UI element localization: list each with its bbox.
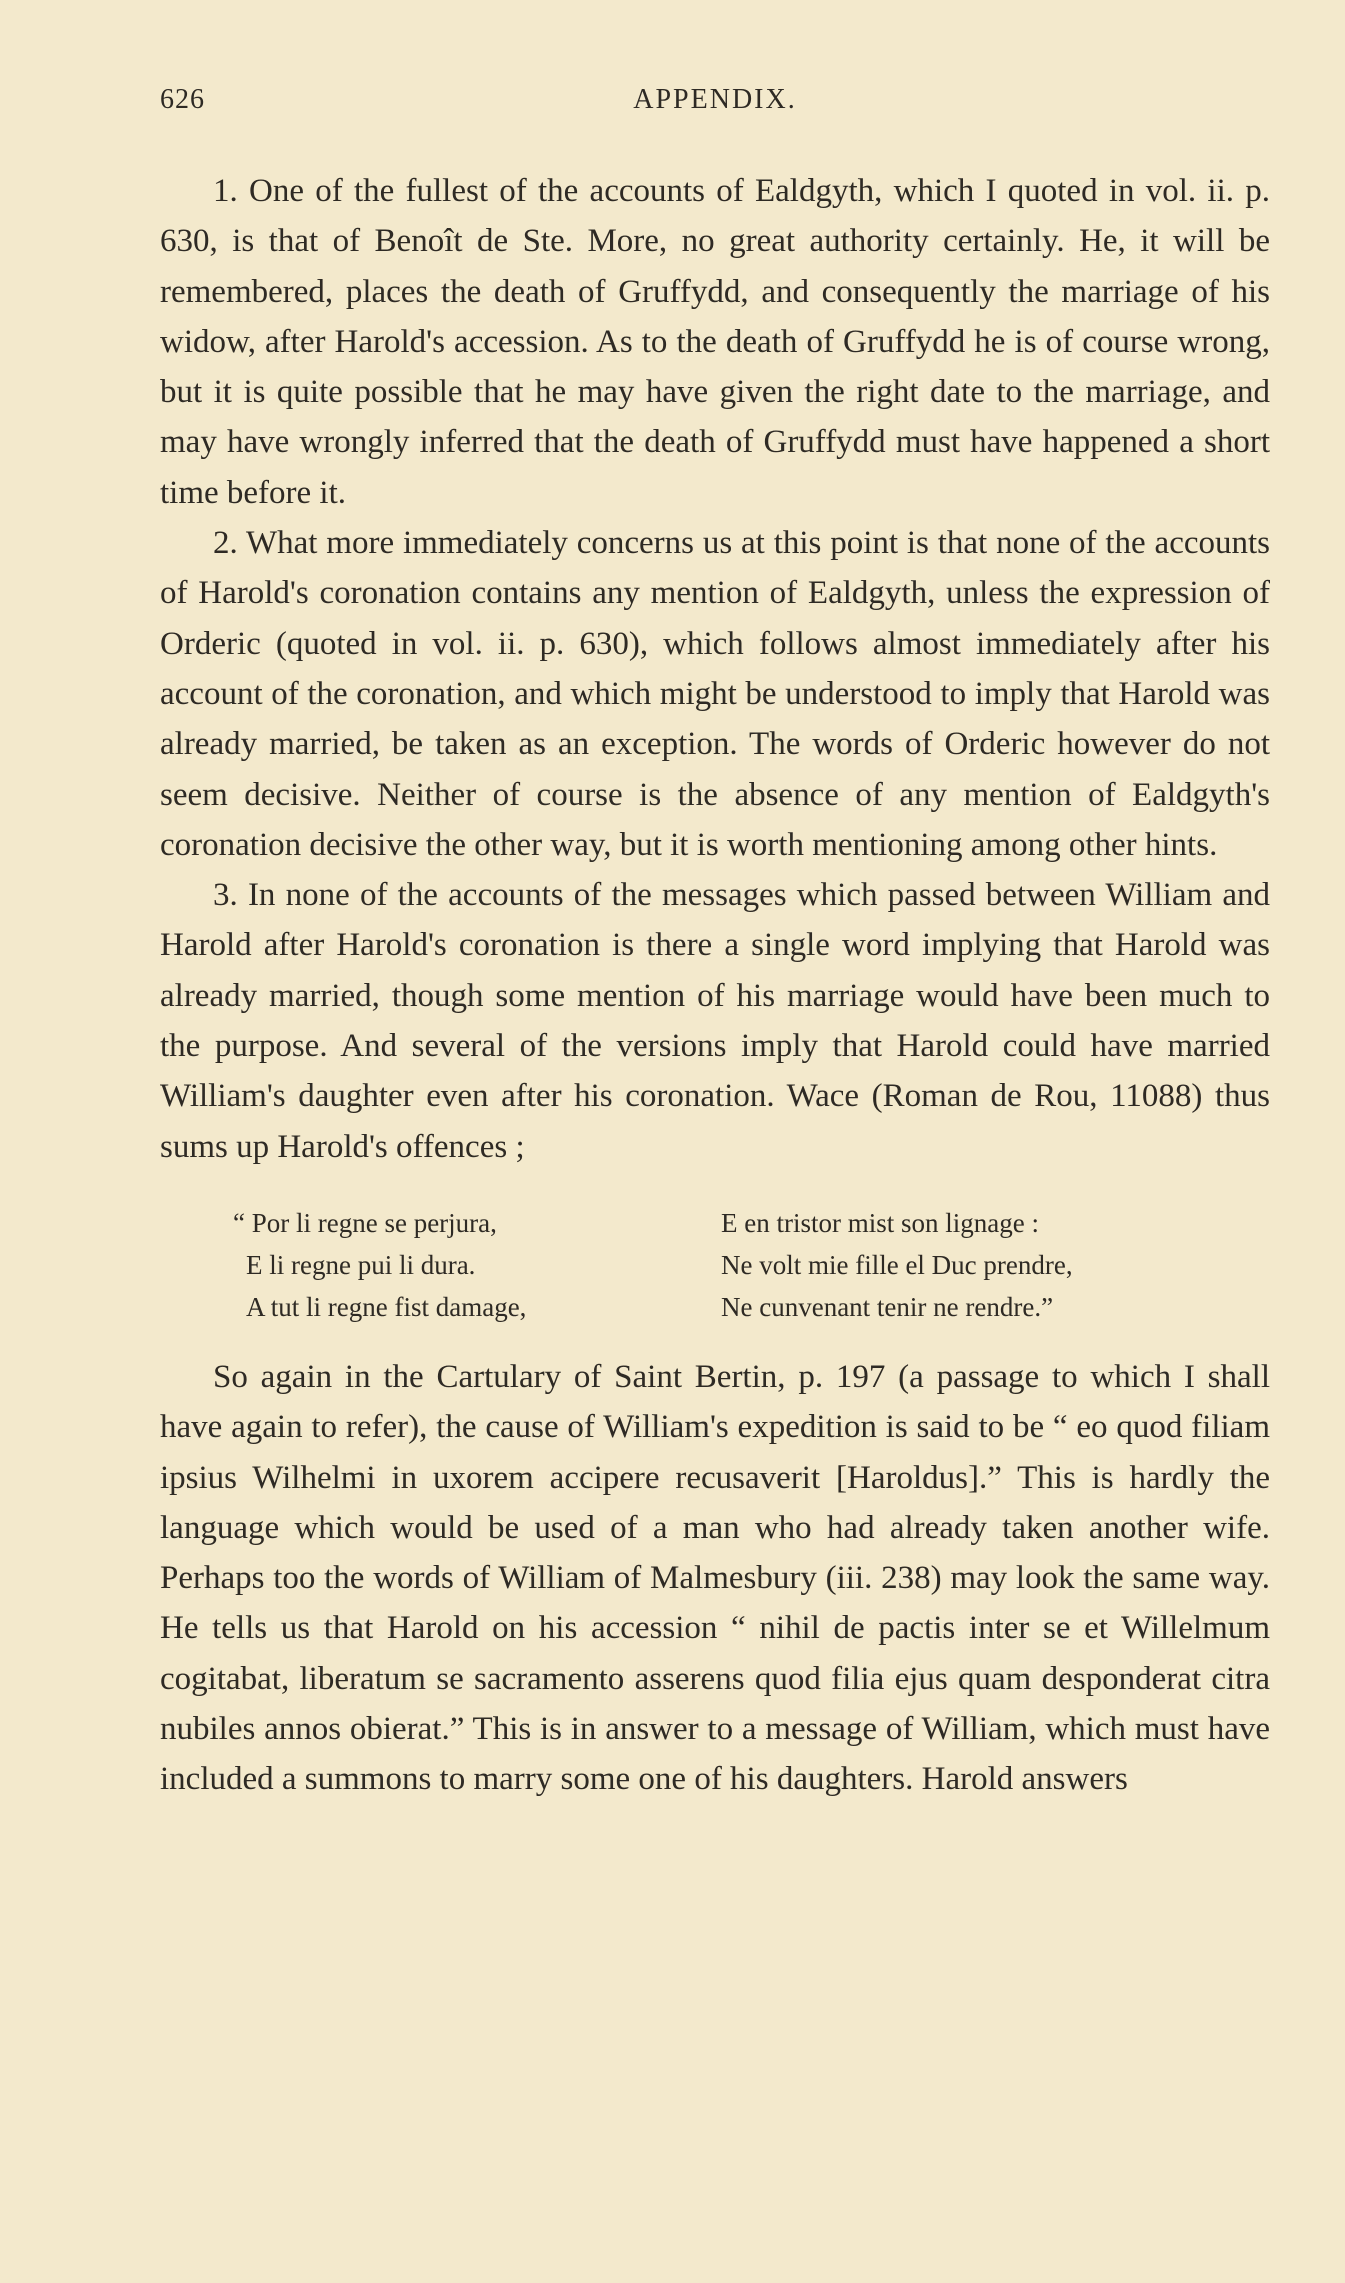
paragraph-2: 2. What more immediately concerns us at this point is that none of the accounts of Harold's coronation contains any mention of Ealdgyth, unless the expression of Orderic (quoted in vol. ii. p. 630), which follows almost immediately after his account of the coronation, and which might be understood to imply that Harold was already married, be taken as an exception. The words of Orderic however do not seem decisive. Neither of course is the absence of any mention of Ealdgyth's coronation decisive the other way, but it is worth mentioning among other hints. xyxy=(160,525,1270,863)
running-head xyxy=(160,84,1270,124)
verse-line: Ne volt mie fille el Duc prendre, xyxy=(721,1249,1073,1280)
paragraph-1: 1. One of the fullest of the accounts of Ealdgyth, which I quoted in vol. ii. p. 630, is that of Benoît de Ste. More, no great authority certainly. He, it will be remembered, places the death of Gruffydd, and consequently the marriage of his widow, after Harold's accession. As to the death of Gruffydd he is of course wrong, but it is quite possible that he may have given the right date to the marriage, and may have wrongly inferred that the death of Gruffydd must have happened a short time before it. xyxy=(160,173,1270,511)
running-title: APPENDIX. xyxy=(633,84,797,115)
verse-line: E en tristor mist son lignage : xyxy=(721,1207,1039,1238)
body-text xyxy=(160,166,1270,1805)
paragraph-4: So again in the Cartulary of Saint Bertin, p. 197 (a passage to which I shall have again to refer), the cause of William's expedition is said to be “ eo quod filiam ipsius Wilhelmi in uxorem accipere recusaverit [Haroldus].” This is hardly the language which would be used of a man who had already taken another wife. Perhaps too the words of William of Malmesbury (iii. 238) may look the same way. He tells us that Harold on his accession “ nihil de pactis inter se et Willelmum cogitabat, liberatum se sacramento asserens quod filia ejus quam desponderat citra nubiles annos obierat.” This is in answer to a message of William, which must have included a summons to marry some one of his daughters. Harold answers xyxy=(160,1358,1270,1798)
paragraph-3: 3. In none of the accounts of the messages which passed between William and Harold after Harold's coronation is there a single word implying that Harold was already married, though some mention of his marriage would have been much to the purpose. And several of the versions imply that Harold could have married William's daughter even after his coronation. Wace (Roman de Rou, 11088) thus sums up Harold's offences ; xyxy=(160,877,1270,1165)
verse-column-right xyxy=(721,1202,1181,1328)
verse-line: A tut li regne fist damage, xyxy=(246,1291,527,1322)
verse-line: “ Por li regne se perjura, xyxy=(233,1207,497,1238)
verse-line: E li regne pui li dura. xyxy=(246,1249,476,1280)
verse-quotation xyxy=(233,1202,1270,1328)
verse-line: Ne cunvenant tenir ne rendre.” xyxy=(721,1291,1054,1322)
page-number: 626 xyxy=(160,84,205,115)
verse-column-left xyxy=(233,1202,721,1328)
